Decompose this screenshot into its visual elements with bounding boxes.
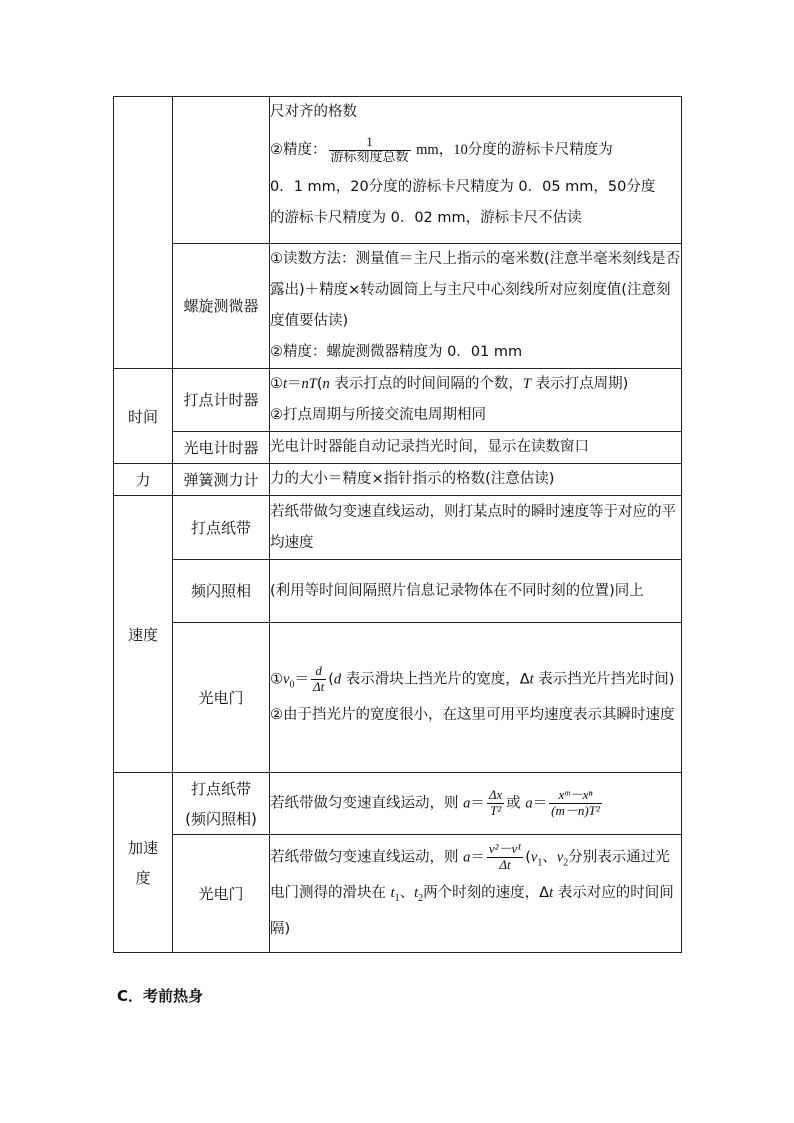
caliper-fraction xyxy=(329,135,411,166)
var-nT: nT xyxy=(301,376,317,392)
dot-timer-text-end: 表示打点周期) xyxy=(530,376,629,392)
caliper-line4: 的游标卡尺精度为 0．02 mm，游标卡尺不估读 xyxy=(270,210,582,226)
accel-fraction-1 xyxy=(487,788,504,819)
category-acceleration-label: 加速度 xyxy=(127,838,158,887)
speed-gate-text-end: 表示挡光片挡光时间) xyxy=(533,671,675,688)
var-t1: t xyxy=(390,885,395,902)
var-a: a xyxy=(525,795,533,812)
circled-one: ① xyxy=(270,376,283,392)
speed-gate-para2: ②由于挡光片的宽度很小，在这里可用平均速度表示其瞬时速度 xyxy=(270,707,675,724)
tool-dot-timer: 打点计时器 xyxy=(173,369,270,432)
instrument-table xyxy=(113,96,682,953)
tool-tape: 打点纸带 xyxy=(173,496,270,560)
var-t: t xyxy=(283,376,288,392)
accel-tape-text: 若纸带做匀变速直线运动，则 xyxy=(270,795,464,812)
dot-timer-content xyxy=(270,369,682,432)
accel-gate-text-end: 表示对应的时间间隔) xyxy=(270,885,674,938)
photo-timer-content: 光电计时器能自动记录挡光时间，显示在读数窗口 xyxy=(270,432,682,464)
accel-fraction-2 xyxy=(549,788,602,819)
equals: ＝ xyxy=(470,849,485,866)
subscript: 1 xyxy=(537,857,543,869)
subscript: 1 xyxy=(394,893,400,905)
paren: ( xyxy=(328,671,334,688)
circled-one: ① xyxy=(270,671,283,688)
table-row xyxy=(114,432,682,464)
speed-gate-para1 xyxy=(270,664,681,700)
tool-tape-label: 打点纸带 xyxy=(190,779,251,798)
micrometer-content xyxy=(270,244,682,369)
equals: ＝ xyxy=(470,795,485,812)
fraction-denominator: Δt xyxy=(499,856,511,872)
var-T: T xyxy=(522,376,531,392)
tool-spring-scale: 弹簧测力计 xyxy=(173,464,270,496)
category-cell-empty xyxy=(114,97,173,369)
table-row xyxy=(114,560,682,623)
paren: ( xyxy=(316,376,323,392)
caliper-prec-tail: mm，10分度的游标卡尺精度为 xyxy=(412,142,613,158)
tool-photogate-accel: 光电门 xyxy=(173,835,270,953)
var-v: v xyxy=(283,671,290,688)
var-v1: v xyxy=(530,849,538,866)
fraction-denominator: (m－n)T² xyxy=(551,802,600,818)
accel-gate-content xyxy=(270,835,682,953)
or-text: 或 xyxy=(506,795,526,812)
fraction-denominator: 游标刻度总数 xyxy=(330,149,409,165)
speed-gate-text: 表示滑块上挡光片的宽度，Δ xyxy=(341,671,530,688)
tool-cell-empty xyxy=(173,97,270,244)
fraction-denominator: T² xyxy=(489,802,502,818)
accel-gate-fraction xyxy=(487,842,523,873)
fraction-numerator: 1 xyxy=(329,135,411,151)
table-row xyxy=(114,244,682,369)
table-row xyxy=(114,623,682,773)
category-acceleration xyxy=(114,773,173,953)
dot-timer-para2: ②打点周期与所接交流电周期相同 xyxy=(270,407,486,423)
fraction-denominator: Δt xyxy=(312,678,325,694)
var-t2: t xyxy=(414,885,419,902)
micrometer-para2: ②精度：螺旋测微器精度为 0．01 mm xyxy=(270,344,523,360)
equals: ＝ xyxy=(532,795,548,812)
tool-micrometer: 螺旋测微器 xyxy=(173,244,270,369)
table-row xyxy=(114,464,682,496)
speed-tape-content: 若纸带做匀变速直线运动，则打某点时的瞬时速度等于对应的平均速度 xyxy=(270,496,682,560)
equals: ＝ xyxy=(287,376,302,392)
micrometer-para1: ①读数方法：测量值＝主尺上指示的毫米数(注意半毫米刻线是否露出)＋精度×转动圆筒上与主尺中心刻线所对应刻度值(注意刻度值要估读) xyxy=(270,251,681,329)
speed-flash-content: (利用等时间间隔照片信息记录物体在不同时刻的位置)同上 xyxy=(270,560,682,623)
var-d: d xyxy=(333,671,342,688)
caliper-content xyxy=(270,97,682,244)
tool-photogate: 光电门 xyxy=(173,623,270,773)
table-row xyxy=(114,496,682,560)
fraction-numerator: d xyxy=(311,664,326,680)
subscript: 2 xyxy=(418,893,424,905)
var-n: n xyxy=(322,376,330,392)
paren: ( xyxy=(525,849,531,866)
section-heading: C．考前热身 xyxy=(117,987,204,1005)
category-time: 时间 xyxy=(114,369,173,464)
table-row xyxy=(114,835,682,953)
category-force: 力 xyxy=(114,464,173,496)
tool-photo-timer: 光电计时器 xyxy=(173,432,270,464)
fraction-numerator: v²－v¹ xyxy=(488,840,522,856)
caliper-prec-prefix: ②精度： xyxy=(270,142,327,158)
var-a: a xyxy=(463,795,471,812)
separator: 、 xyxy=(542,849,557,866)
tool-flash-label: (频闪照相) xyxy=(185,809,257,828)
accel-gate-text: 若纸带做匀变速直线运动，则 xyxy=(270,849,464,866)
accel-gate-text-3: 两个时刻的速度，Δ xyxy=(423,885,550,902)
table-row xyxy=(114,369,682,432)
caliper-line1: 尺对齐的格数 xyxy=(270,104,357,120)
speed-gate-content xyxy=(270,623,682,773)
spring-scale-content: 力的大小＝精度×指针指示的格数(注意估读) xyxy=(270,464,682,496)
table-row xyxy=(114,773,682,835)
caliper-precision-line xyxy=(270,128,681,172)
var-t: t xyxy=(549,885,554,902)
subscript: 0 xyxy=(289,679,295,691)
fraction-numerator: Δx xyxy=(488,786,503,802)
dot-timer-text: 表示打点的时间间隔的个数， xyxy=(329,376,523,392)
var-t: t xyxy=(529,671,534,688)
table-row xyxy=(114,97,682,244)
category-speed: 速度 xyxy=(114,496,173,773)
tool-tape-flash xyxy=(173,773,270,835)
equals: ＝ xyxy=(294,671,309,688)
caliper-line3: 0．1 mm，20分度的游标卡尺精度为 0．05 mm，50分度 xyxy=(270,179,656,195)
speed-fraction xyxy=(311,664,326,695)
fraction-numerator: xᵐ－xⁿ xyxy=(549,788,602,804)
accel-gate-text-2: 分别表示通过光电门测得的滑块在 xyxy=(270,849,670,902)
separator: 、 xyxy=(399,885,415,902)
var-v2: v xyxy=(556,849,564,866)
var-a: a xyxy=(463,849,471,866)
accel-tape-content xyxy=(270,773,682,835)
dot-timer-para1 xyxy=(270,369,681,400)
subscript: 2 xyxy=(563,857,569,869)
tool-flash-photo: 频闪照相 xyxy=(173,560,270,623)
